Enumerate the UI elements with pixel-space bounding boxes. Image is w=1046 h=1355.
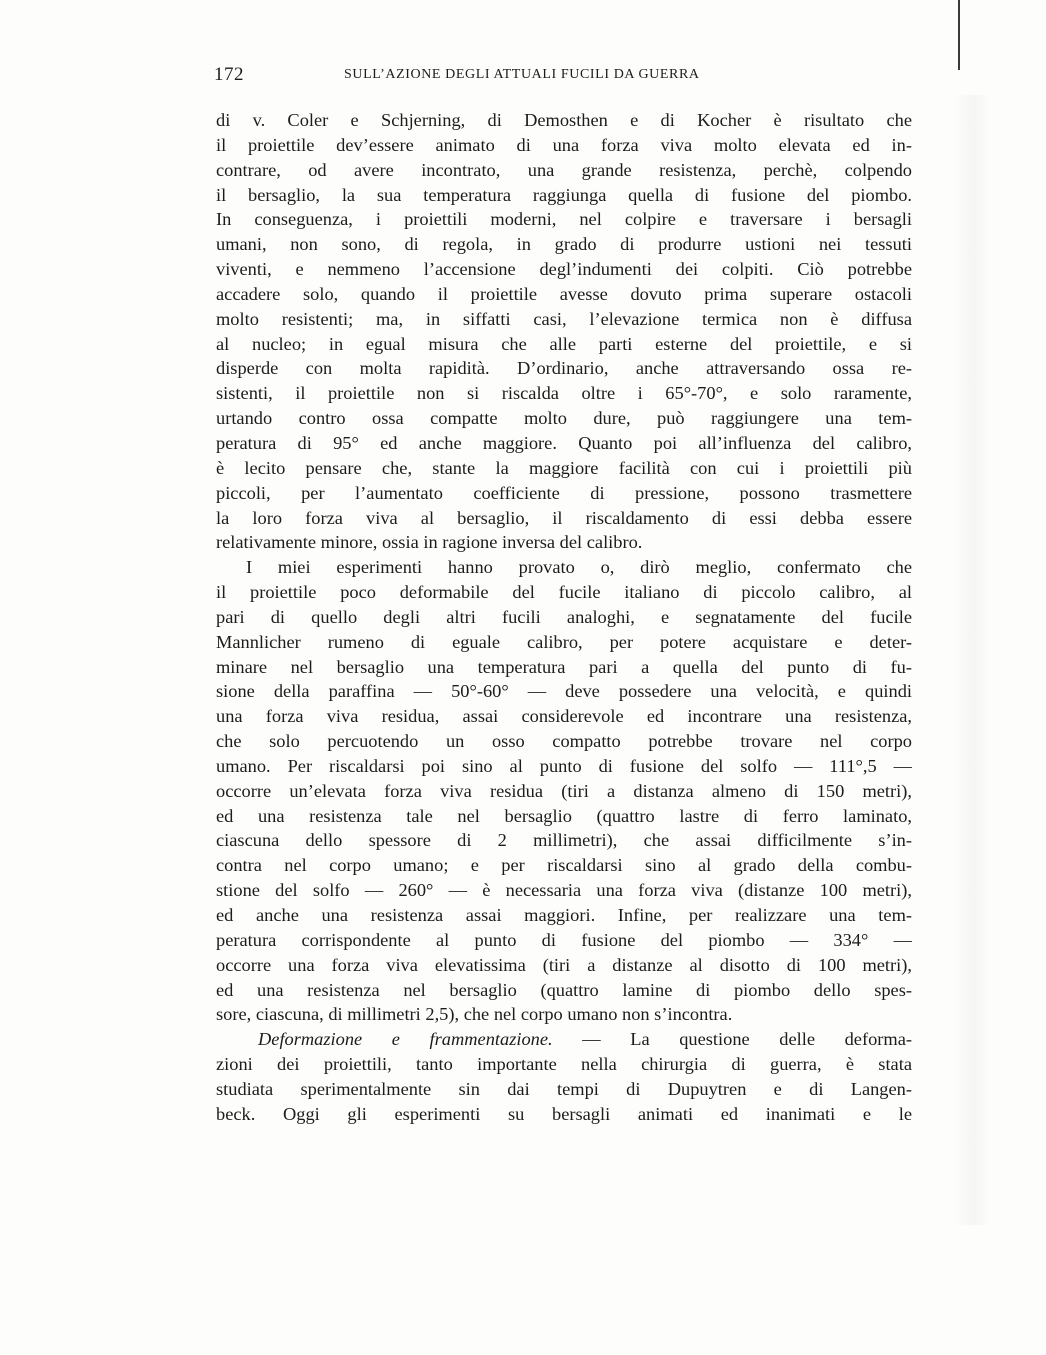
text-line: al nucleo; in egual misura che alle parti esterne del proiettile, e si — [216, 333, 912, 354]
text-line: ed anche una resistenza assai maggiori. Infine, per realizzare una tem- — [216, 905, 912, 925]
text-line: zioni dei proiettili, tanto importante nella chirurgia di guerra, è stata — [216, 1054, 912, 1075]
section-start-line — [216, 1027, 912, 1052]
paragraph-end-line: relativamente minore, ossia in ragione inversa del calibro. — [216, 532, 643, 553]
text-line: è lecito pensare che, stante la maggiore facilità con cui i proiettili più — [216, 457, 912, 478]
text-line: ed una resistenza tale nel bersaglio (quattro lastre di ferro laminato, — [216, 805, 912, 826]
paragraph-start-line: I miei esperimenti hanno provato o, dirò meglio, confermato che — [246, 557, 912, 578]
body-text — [216, 108, 912, 1127]
section-title: Deformazione e frammentazione. — [258, 1029, 553, 1050]
text-line: umano. Per riscaldarsi poi sino al punto di fusione del solfo — 111°,5 — — [216, 755, 912, 776]
scan-edge-line — [958, 0, 960, 70]
text-line: la loro forza viva al bersaglio, il riscaldamento di essi debba essere — [216, 507, 912, 528]
text-line: piccoli, per l’aumentato coefficiente di pressione, possono trasmettere — [216, 482, 912, 503]
text-line: molto resistenti; ma, in siffatti casi, l’elevazione termica non è diffusa — [216, 308, 912, 329]
text-line: peratura di 95° ed anche maggiore. Quanto poi all’influenza del calibro, — [216, 432, 912, 453]
text-line: In conseguenza, i proiettili moderni, nel colpire e traversare i bersagli — [216, 209, 912, 230]
text-line: accadere solo, quando il proiettile avesse dovuto prima superare ostacoli — [216, 283, 912, 304]
section-lead-text: — La questione delle deforma- — [582, 1029, 912, 1050]
page-header — [214, 64, 914, 88]
text-line: il bersaglio, la sua temperatura raggiunga quella di fusione del piombo. — [216, 184, 912, 205]
text-line: contra nel corpo umano; e per riscaldarsi sino al grado della combu- — [216, 855, 912, 876]
text-line: il proiettile poco deformabile del fucile italiano di piccolo calibro, al — [216, 582, 912, 603]
text-line: umani, non sono, di regola, in grado di produrre ustioni nei tessuti — [216, 234, 912, 255]
paragraph-end-line: sore, ciascuna, di millimetri 2,5), che nel corpo umano non s’incontra. — [216, 1004, 733, 1025]
text-line: che solo percuotendo un osso compatto potrebbe trovare nel corpo — [216, 731, 912, 752]
text-line: urtando contro ossa compatte molto dure, può raggiungere una tem- — [216, 408, 912, 429]
page-number: 172 — [214, 64, 244, 85]
text-line: sistenti, il proiettile non si riscalda oltre i 65°-70°, e solo raramente, — [216, 383, 912, 404]
text-line: di v. Coler e Schjerning, di Demosthen e di Kocher è risultato che — [216, 110, 912, 130]
text-line: occorre una forza viva elevatissima (tiri a distanze al disotto di 100 metri), — [216, 954, 912, 975]
text-line: viventi, e nemmeno l’accensione degl’indumenti dei colpiti. Ciò potrebbe — [216, 259, 912, 280]
running-head: SULL’AZIONE DEGLI ATTUALI FUCILI DA GUERRA — [344, 67, 700, 82]
text-line: il proiettile dev’essere animato di una forza viva molto elevata ed in- — [216, 134, 912, 155]
text-line: Mannlicher rumeno di eguale calibro, per potere acquistare e deter- — [216, 631, 912, 652]
text-line: stione del solfo — 260° — è necessaria una forza viva (distanze 100 metri), — [216, 880, 912, 901]
text-line: sione della paraffina — 50°-60° — deve possedere una velocità, e quindi — [216, 681, 912, 702]
text-line: pari di quello degli altri fucili analoghi, e segnatamente del fucile — [216, 606, 912, 627]
text-line: disperde con molta rapidità. D’ordinario, anche attraversando ossa re- — [216, 358, 912, 379]
text-line: peratura corrispondente al punto di fusione del piombo — 334° — — [216, 929, 912, 950]
text-line: ed una resistenza nel bersaglio (quattro lamine di piombo dello spes- — [216, 979, 912, 1000]
text-line: occorre un’elevata forza viva residua (tiri a distanza almeno di 150 metri), — [216, 780, 912, 801]
text-line: minare nel bersaglio una temperatura pari a quella del punto di fu- — [216, 656, 912, 677]
text-line: studiata sperimentalmente sin dai tempi di Dupuytren e di Langen- — [216, 1078, 912, 1099]
text-line: beck. Oggi gli esperimenti su bersagli animati ed inanimati e le — [216, 1103, 912, 1124]
text-line: ciascuna dello spessore di 2 millimetri), che assai difficilmente s’in- — [216, 830, 912, 851]
text-line: una forza viva residua, assai considerevole ed incontrare una resistenza, — [216, 706, 912, 727]
scan-edge-bleed — [955, 95, 991, 1225]
text-line: contrare, od avere incontrato, una grande resistenza, perchè, colpendo — [216, 159, 912, 180]
